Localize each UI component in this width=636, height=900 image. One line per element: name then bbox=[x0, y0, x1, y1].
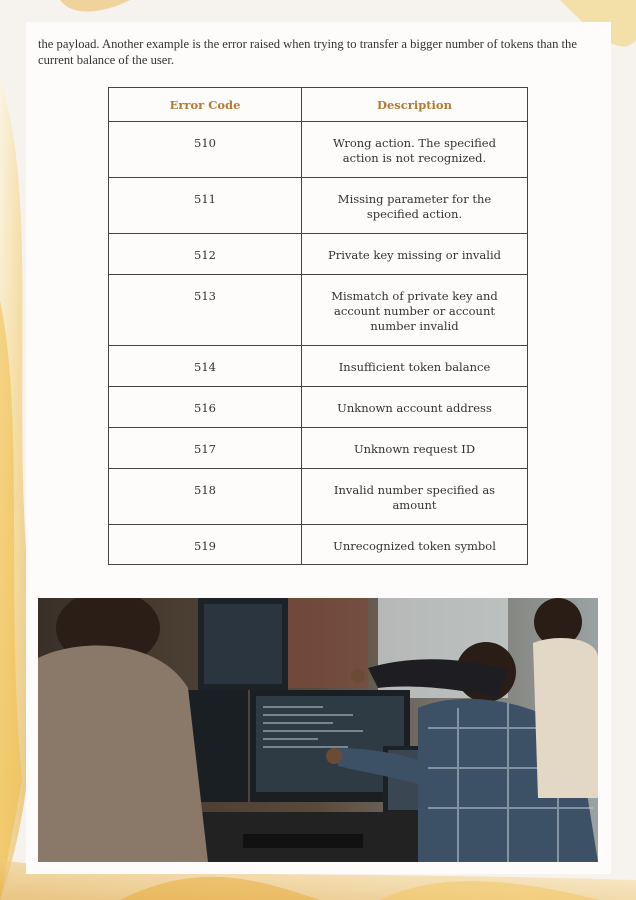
intro-paragraph: the payload. Another example is the error raised when trying to transfer a bigger number of tokens than the current balance of the user. bbox=[38, 37, 577, 67]
description-cell: Unrecognized token symbol bbox=[302, 525, 528, 565]
table-row bbox=[109, 122, 528, 178]
error-code-cell: 510 bbox=[109, 122, 302, 178]
table-row bbox=[109, 525, 528, 565]
error-code-cell: 514 bbox=[109, 346, 302, 387]
developers-office-photo bbox=[38, 598, 598, 862]
description-cell: Wrong action. The specified action is not recognized. bbox=[302, 122, 528, 178]
table-row bbox=[109, 387, 528, 428]
description-cell: Private key missing or invalid bbox=[302, 234, 528, 275]
error-code-table bbox=[108, 87, 528, 565]
document-page bbox=[26, 22, 611, 874]
description-cell: Invalid number specified as amount bbox=[302, 469, 528, 525]
header-error-code: Error Code bbox=[109, 88, 302, 122]
error-code-cell: 511 bbox=[109, 178, 302, 234]
error-code-cell: 513 bbox=[109, 275, 302, 346]
error-code-cell: 517 bbox=[109, 428, 302, 469]
description-cell: Unknown account address bbox=[302, 387, 528, 428]
header-description: Description bbox=[302, 88, 528, 122]
description-cell: Insufficient token balance bbox=[302, 346, 528, 387]
description-cell: Mismatch of private key and account number or account number invalid bbox=[302, 275, 528, 346]
table-row bbox=[109, 346, 528, 387]
description-cell: Unknown request ID bbox=[302, 428, 528, 469]
description-cell: Missing parameter for the specified action. bbox=[302, 178, 528, 234]
error-code-cell: 519 bbox=[109, 525, 302, 565]
error-code-cell: 518 bbox=[109, 469, 302, 525]
table-row bbox=[109, 234, 528, 275]
table-row bbox=[109, 275, 528, 346]
table-row bbox=[109, 428, 528, 469]
error-code-cell: 512 bbox=[109, 234, 302, 275]
table-row bbox=[109, 178, 528, 234]
table-header-row bbox=[109, 88, 528, 122]
error-code-cell: 516 bbox=[109, 387, 302, 428]
table-row bbox=[109, 469, 528, 525]
